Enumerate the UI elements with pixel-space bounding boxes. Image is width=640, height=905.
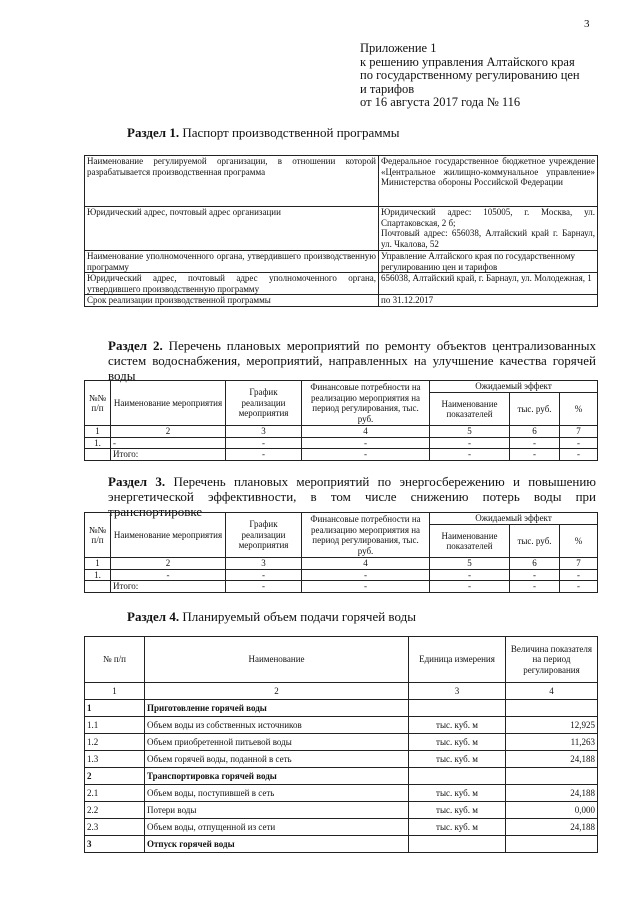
- row-unit: тыс. куб. м: [409, 819, 506, 836]
- colnum-cell: 7: [560, 426, 598, 438]
- col-thousand-header: тыс. руб.: [510, 393, 560, 426]
- row-value: [506, 836, 598, 853]
- row-num: 1.3: [85, 751, 145, 768]
- section2-table: [84, 380, 598, 461]
- page-number: 3: [584, 18, 590, 30]
- colnum-cell: 2: [145, 683, 409, 700]
- table-header-row: [85, 637, 598, 683]
- table-row: [85, 295, 598, 307]
- row-value: 11,263: [506, 734, 598, 751]
- section4-title: Планируемый объем подачи горячей воды: [182, 609, 416, 624]
- col-num-header: №№ п/п: [85, 513, 111, 558]
- col-finance-header: Финансовые потребности на реализацию мероприятия на период регулирования, тыс. руб.: [302, 381, 430, 426]
- col-unit-header: Единица измерения: [409, 637, 506, 683]
- passport-value: Управление Алтайского края по государственному регулированию цен и тарифов: [379, 251, 598, 273]
- col-thousand-header: тыс. руб.: [510, 525, 560, 558]
- row-value: 24,188: [506, 819, 598, 836]
- section3-title: Перечень плановых мероприятий по энергосбережению и повышению энергетической эффективности, в том числе снижению потерь воды при транспортировке: [108, 474, 596, 519]
- table-row: [85, 273, 598, 295]
- row-name: Объем воды из собственных источников: [145, 717, 409, 734]
- row-num: 3: [85, 836, 145, 853]
- appendix-header: [360, 42, 580, 110]
- row-num: 1.1: [85, 717, 145, 734]
- row-thousand: -: [510, 437, 560, 449]
- total-thousand: -: [510, 449, 560, 461]
- section1-label: Раздел 1.: [127, 125, 180, 140]
- table-row: [85, 437, 598, 449]
- total-thousand: -: [510, 581, 560, 593]
- passport-postal-address: Почтовый адрес: 656038, Алтайский край г. Барнаул, ул. Чкалова, 52: [381, 228, 595, 249]
- section1-title: Паспорт производственной программы: [182, 125, 400, 140]
- row-name: Объем горячей воды, поданной в сеть: [145, 751, 409, 768]
- col-name-header: Наименование мероприятия: [111, 381, 226, 426]
- total-schedule: -: [226, 449, 302, 461]
- col-finance-header: Финансовые потребности на реализацию мероприятия на период регулирования, тыс. руб.: [302, 513, 430, 558]
- passport-key: Юридический адрес, почтовый адрес организации: [85, 207, 379, 251]
- total-finance: -: [302, 581, 430, 593]
- passport-value: Федеральное государственное бюджетное учреждение «Центральное жилищно-коммунальное управление» Министерства обороны Российской Федерации: [379, 156, 598, 207]
- table-row: [85, 785, 598, 802]
- table-colnum-row: [85, 683, 598, 700]
- row-name: Отпуск горячей воды: [145, 836, 409, 853]
- row-unit: тыс. куб. м: [409, 802, 506, 819]
- row-value: 24,188: [506, 785, 598, 802]
- passport-key: Наименование регулируемой организации, в отношении которой разрабатывается производственная программа: [85, 156, 379, 207]
- total-percent: -: [560, 449, 598, 461]
- row-name: Объем воды, отпущенной из сети: [145, 819, 409, 836]
- row-schedule: -: [226, 437, 302, 449]
- colnum-cell: 4: [302, 558, 430, 570]
- total-percent: -: [560, 581, 598, 593]
- colnum-cell: 2: [111, 426, 226, 438]
- table-header-row: [85, 513, 598, 525]
- row-value: [506, 700, 598, 717]
- colnum-cell: 6: [510, 426, 560, 438]
- volume-table: [84, 636, 598, 853]
- table-header-row: [85, 381, 598, 393]
- passport-value: [379, 207, 598, 251]
- total-indicator: -: [430, 581, 510, 593]
- section4-heading: [127, 609, 416, 625]
- col-indicator-header: Наименование показателей: [430, 525, 510, 558]
- total-num-empty: [85, 581, 111, 593]
- row-finance: -: [302, 437, 430, 449]
- col-percent-header: %: [560, 393, 598, 426]
- appendix-line: по государственному регулированию цен: [360, 68, 580, 82]
- section2-title: Перечень плановых мероприятий по ремонту объектов централизованных систем водоснабжения, мероприятий, направленных на улучшение качества горячей воды: [108, 338, 596, 383]
- section1-heading: [127, 125, 399, 141]
- table-colnum-row: [85, 558, 598, 570]
- table-row: [85, 751, 598, 768]
- col-name-header: Наименование: [145, 637, 409, 683]
- section2-heading: [108, 338, 596, 383]
- colnum-cell: 3: [226, 426, 302, 438]
- row-num: 1.2: [85, 734, 145, 751]
- appendix-line: и тарифов: [360, 81, 415, 96]
- colnum-cell: 7: [560, 558, 598, 570]
- row-value: 0,000: [506, 802, 598, 819]
- col-num-header: №№ п/п: [85, 381, 111, 426]
- table-row: [85, 156, 598, 207]
- colnum-cell: 1: [85, 558, 111, 570]
- table-colnum-row: [85, 426, 598, 438]
- row-num: 2.1: [85, 785, 145, 802]
- table-row: [85, 734, 598, 751]
- colnum-cell: 1: [85, 426, 111, 438]
- row-num: 2: [85, 768, 145, 785]
- table-total-row: [85, 449, 598, 461]
- colnum-cell: 4: [506, 683, 598, 700]
- row-unit: тыс. куб. м: [409, 734, 506, 751]
- colnum-cell: 3: [226, 558, 302, 570]
- row-unit: тыс. куб. м: [409, 717, 506, 734]
- row-indicator: -: [430, 569, 510, 581]
- table-row: [85, 802, 598, 819]
- table-row: [85, 207, 598, 251]
- appendix-line: к решению управления Алтайского края: [360, 54, 575, 69]
- total-label: Итого:: [111, 449, 226, 461]
- row-name: Объем воды, поступившей в сеть: [145, 785, 409, 802]
- row-thousand: -: [510, 569, 560, 581]
- table-row: [85, 251, 598, 273]
- total-num-empty: [85, 449, 111, 461]
- section4-label: Раздел 4.: [127, 609, 180, 624]
- total-finance: -: [302, 449, 430, 461]
- appendix-line: от 16 августа 2017 года № 116: [360, 95, 521, 109]
- col-name-header: Наименование мероприятия: [111, 513, 226, 558]
- row-num: 1: [85, 700, 145, 717]
- table-row: [85, 768, 598, 785]
- passport-key: Наименование уполномоченного органа, утвердившего производственную программу: [85, 251, 379, 273]
- row-name: Приготовление горячей воды: [145, 700, 409, 717]
- row-unit: [409, 836, 506, 853]
- col-schedule-header: График реализации мероприятия: [226, 513, 302, 558]
- table-row: [85, 717, 598, 734]
- col-effect-header: Ожидаемый эффект: [430, 381, 598, 393]
- total-indicator: -: [430, 449, 510, 461]
- row-unit: [409, 768, 506, 785]
- row-num: 2.2: [85, 802, 145, 819]
- row-schedule: -: [226, 569, 302, 581]
- total-schedule: -: [226, 581, 302, 593]
- row-indicator: -: [430, 437, 510, 449]
- section3-table: [84, 512, 598, 593]
- colnum-cell: 5: [430, 426, 510, 438]
- colnum-cell: 6: [510, 558, 560, 570]
- colnum-cell: 2: [111, 558, 226, 570]
- col-num-header: № п/п: [85, 637, 145, 683]
- row-percent: -: [560, 437, 598, 449]
- row-value: 12,925: [506, 717, 598, 734]
- appendix-line: Приложение 1: [360, 41, 437, 55]
- passport-value: по 31.12.2017: [379, 295, 598, 307]
- passport-table: [84, 155, 598, 307]
- row-name: Потери воды: [145, 802, 409, 819]
- passport-legal-address: Юридический адрес: 105005, г. Москва, ул. Спартаковская, 2 б;: [381, 207, 595, 228]
- row-unit: тыс. куб. м: [409, 785, 506, 802]
- col-effect-header: Ожидаемый эффект: [430, 513, 598, 525]
- col-indicator-header: Наименование показателей: [430, 393, 510, 426]
- table-row: [85, 836, 598, 853]
- total-label: Итого:: [111, 581, 226, 593]
- col-value-header: Величина показателя на период регулирования: [506, 637, 598, 683]
- row-name: Транспортировка горячей воды: [145, 768, 409, 785]
- colnum-cell: 5: [430, 558, 510, 570]
- row-finance: -: [302, 569, 430, 581]
- row-name: -: [111, 437, 226, 449]
- passport-value: 656038, Алтайский край, г. Барнаул, ул. Молодежная, 1: [379, 273, 598, 295]
- col-percent-header: %: [560, 525, 598, 558]
- colnum-cell: 1: [85, 683, 145, 700]
- row-value: 24,188: [506, 751, 598, 768]
- row-name: -: [111, 569, 226, 581]
- passport-key: Срок реализации производственной программы: [85, 295, 379, 307]
- row-unit: тыс. куб. м: [409, 751, 506, 768]
- row-value: [506, 768, 598, 785]
- passport-key: Юридический адрес, почтовый адрес уполномоченного органа, утвердившего производственную программу: [85, 273, 379, 295]
- colnum-cell: 3: [409, 683, 506, 700]
- section3-label: Раздел 3.: [108, 474, 166, 489]
- section2-label: Раздел 2.: [108, 338, 163, 353]
- row-num: 2.3: [85, 819, 145, 836]
- row-percent: -: [560, 569, 598, 581]
- table-total-row: [85, 581, 598, 593]
- table-row: [85, 819, 598, 836]
- row-num: 1.: [85, 437, 111, 449]
- row-unit: [409, 700, 506, 717]
- colnum-cell: 4: [302, 426, 430, 438]
- row-num: 1.: [85, 569, 111, 581]
- row-name: Объем приобретенной питьевой воды: [145, 734, 409, 751]
- table-row: [85, 569, 598, 581]
- table-row: [85, 700, 598, 717]
- col-schedule-header: График реализации мероприятия: [226, 381, 302, 426]
